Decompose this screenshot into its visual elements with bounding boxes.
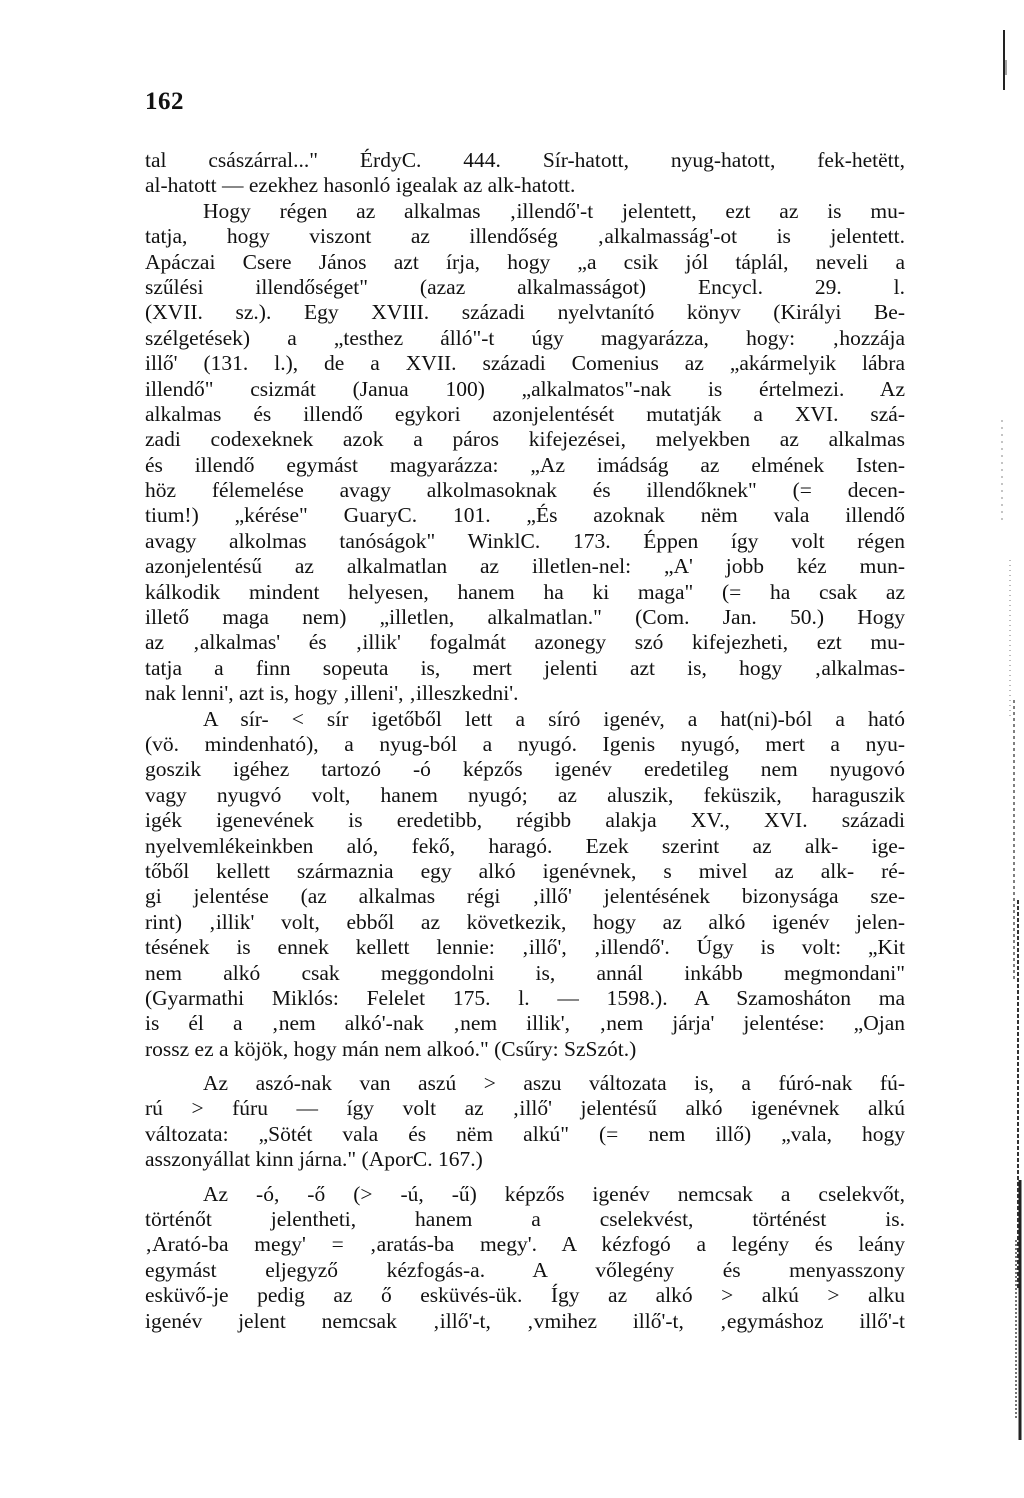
- text-line: az ‚alkalmas' és ‚illik' fogalmát azonegy szó kifejezheti, ezt mu-: [145, 630, 905, 655]
- text-line: illendő" csizmát (Janua 100) „alkalmatos"-nak is értelmezi. Az: [145, 376, 905, 401]
- text-line: A sír- < sír igetőből lett a síró igenév, a hat(ni)-ból a ható: [203, 706, 905, 731]
- text-line: tal császárral..." ÉrdyC. 444. Sír-hatott, nyug-hatott, fek-hetëtt,: [145, 148, 905, 172]
- text-line: avagy alkolmas tanóságok" WinklC. 173. Éppen így volt régen: [145, 528, 905, 553]
- text-line: tatja, hogy viszont az illendőség ‚alkalmasság'-ot is jelentett.: [145, 224, 905, 249]
- text-line: alkalmas és illendő egykori azonjelentését mutatják a XVI. szá-: [145, 401, 905, 426]
- text-line: egymást eljegyző kézfogás-a. A vőlegény és menyasszony: [145, 1257, 905, 1282]
- text-line: illő' (131. l.), de a XVII. századi Comenius az „akármelyik lábra: [145, 351, 905, 376]
- page-edge-scan-marks: [964, 0, 1024, 1498]
- text-line: szűlési illendőséget" (azaz alkalmasságot) Encycl. 29. l.: [145, 274, 905, 299]
- text-line: (XVII. sz.). Egy XVIII. századi nyelvtanító könyv (Királyi Be-: [145, 300, 905, 325]
- text-line: Apáczai Csere János azt írja, hogy „a csik jól táplál, neveli a: [145, 249, 905, 274]
- text-line: (vö. mindenható), a nyug-ból a nyugó. Igenis nyugó, mert a nyu-: [145, 731, 905, 756]
- text-line: zadi codexeknek azok a páros kifejezései, melyekben az alkalmas: [145, 427, 905, 452]
- text-line: Hogy régen az alkalmas ‚illendő'-t jelentett, ezt az is mu-: [203, 198, 905, 223]
- text-line: höz félemelése avagy alkolmasoknak és illendőknek" (= decen-: [145, 478, 905, 503]
- text-line: igék igenevének is eredetibb, régibb alakja XV., XVI. századi: [145, 808, 905, 833]
- text-line: tőből kellett származnia egy alkó igenévnek, s mivel az alk- ré-: [145, 858, 905, 883]
- text-line: változata: „Sötét vala és nëm alkú" (= nem illő) „vala, hogy: [145, 1121, 905, 1146]
- text-line: nak lenni', azt is, hogy ‚illeni', ‚illeszkedni'.: [145, 681, 519, 706]
- text-line: szélgetések) a „testhez álló"-t úgy magyarázza, hogy: ‚hozzája: [145, 325, 905, 350]
- text-line: goszik igéhez tartozó -ó képzős igenév eredetileg nem nyugovó: [145, 757, 905, 782]
- text-line: Az -ó, -ő (> -ú, -ű) képzős igenév nemcsak a cselekvőt,: [203, 1181, 905, 1206]
- page-number: 162: [145, 88, 184, 115]
- text-line: esküvő-je pedig az ő esküvés-ük. Így az alkó > alkú > alku: [145, 1283, 905, 1308]
- text-line: rossz ez a köjök, hogy mán nem alkoó." (Csűry: SzSzót.): [145, 1036, 637, 1061]
- text-line: rú > fúru — így volt az ‚illő' jelentésű alkó igenévnek alkú: [145, 1096, 905, 1121]
- text-line: igenév jelent nemcsak ‚illő'-t, ‚vmihez illő'-t, ‚egymáshoz illő'-t: [145, 1308, 905, 1333]
- text-column: [145, 148, 905, 1334]
- text-line: asszonyállat kinn járna." (AporC. 167.): [145, 1147, 483, 1172]
- text-line: tésének is ennek kellett lennie: ‚illő', ‚illendő'. Úgy is volt: „Kit: [145, 935, 905, 960]
- text-line: ‚Arató-ba megy' = ‚aratás-ba megy'. A kézfogó a legény és leány: [145, 1232, 905, 1257]
- text-line: vagy nyugvó volt, hanem nyugó; az aluszik, feküszik, haraguszik: [145, 782, 905, 807]
- text-line: (Gyarmathi Miklós: Felelet 175. l. — 1598.). A Szamosháton ma: [145, 985, 905, 1010]
- text-line: nem alkó csak meggondolni is, annál inkább megmondani": [145, 960, 905, 985]
- text-line: illető maga nem) „illetlen, alkalmatlan." (Com. Jan. 50.) Hogy: [145, 605, 905, 630]
- text-line: Az aszó-nak van aszú > aszu változata is, a fúró-nak fú-: [203, 1071, 905, 1096]
- text-line: gi jelentése (az alkalmas régi ‚illő' jelentésének bizonysága sze-: [145, 884, 905, 909]
- text-line: azonjelentésű az alkalmatlan az illetlen-nel: „A' jobb kéz mun-: [145, 554, 905, 579]
- text-line: tatja a finn sopeuta is, mert jelenti azt is, hogy ‚alkalmas-: [145, 655, 905, 680]
- text-line: kálkodik mindent helyesen, hanem ha ki maga" (= ha csak az: [145, 579, 905, 604]
- text-line: al-hatott — ezekhez hasonló igealak az alk-hatott.: [145, 173, 576, 198]
- text-line: tium!) „kérése" GuaryC. 101. „És azoknak nëm vala illendő: [145, 503, 905, 528]
- text-line: nyelvemlékeinkben aló, fekő, haragó. Ezek szerint az alk- ige-: [145, 833, 905, 858]
- text-line: és illendő egymást magyarázza: „Az imádság az elmének Isten-: [145, 452, 905, 477]
- text-line: történőt jelentheti, hanem a cselekvést, történést is.: [145, 1207, 905, 1232]
- text-line: is él a ‚nem alkó'-nak ‚nem illik', ‚nem járja' jelentése: „Ojan: [145, 1011, 905, 1036]
- text-line: rint) ‚illik' volt, ebből az következik, hogy az alkó igenév jelen-: [145, 909, 905, 934]
